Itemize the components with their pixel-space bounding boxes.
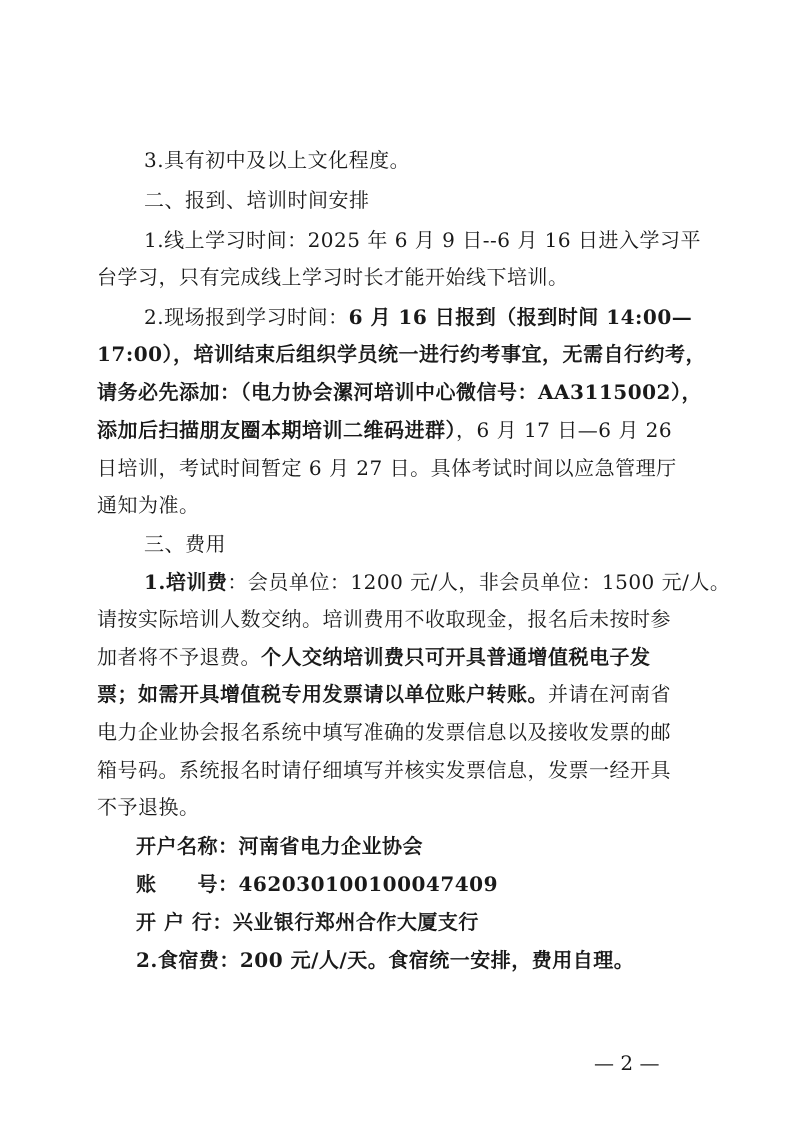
text-run: 3.具有初中及以上文化程度。 (144, 148, 411, 172)
text-run: 通知为准。 (97, 493, 200, 517)
text-run: 2.现场报到学习时间： (144, 305, 349, 329)
text-run-bold: 添加后扫描朋友圈本期培训二维码进群） (97, 418, 456, 442)
paragraph-line (144, 226, 701, 254)
account-bank (136, 908, 479, 936)
text-run-bold: 账 号：462030100100047409 (136, 872, 498, 896)
paragraph-line (97, 340, 706, 368)
text-run: 1.线上学习时间：2025 年 6 月 9 日--6 月 16 日进入学习平 (144, 228, 701, 252)
paragraph-line (97, 416, 672, 444)
text-run-bold: 开 户 行：兴业银行郑州合作大厦支行 (136, 910, 479, 934)
paragraph-line (97, 793, 200, 821)
text-run: 请按实际培训人数交纳。培训费用不收取现金，报名后未按时参 (97, 607, 671, 631)
text-run: 三、费用 (144, 532, 226, 556)
text-run-bold: 票；如需开具增值税专用发票请以单位账户转账。 (97, 682, 548, 706)
text-run-bold: 开户名称：河南省电力企业协会 (136, 834, 423, 858)
paragraph-line (97, 680, 671, 708)
text-run-bold: 1.培训费 (144, 570, 228, 594)
paragraph-line (144, 568, 730, 596)
account-name (136, 832, 423, 860)
paragraph-line (97, 454, 677, 482)
paragraph-line (97, 378, 702, 406)
paragraph-line (144, 303, 692, 331)
text-run: ，6 月 17 日—6 月 26 (456, 418, 673, 442)
section-heading-schedule (144, 186, 370, 214)
text-run-bold: 请务必先添加：（电力协会漯河培训中心微信号：AA3115002）， (97, 380, 702, 404)
paragraph-line (97, 643, 651, 671)
text-run: 二、报到、培训时间安排 (144, 188, 370, 212)
section-heading-fees (144, 530, 226, 558)
text-run: 日培训，考试时间暂定 6 月 27 日。具体考试时间以应急管理厅 (97, 456, 677, 480)
accommodation-fee (136, 946, 634, 974)
text-run-bold: 2.食宿费：200 元/人/天。食宿统一安排，费用自理。 (136, 948, 635, 972)
paragraph-line (97, 756, 671, 784)
page-number: — 2 — (594, 1051, 660, 1075)
text-run-bold: 6 月 16 日报到（报到时间 14:00— (348, 305, 693, 329)
text-run: 加者将不予退费。 (97, 645, 261, 669)
text-run: 台学习，只有完成线上学习时长才能开始线下培训。 (97, 265, 569, 289)
text-run-bold: 17:00），培训结束后组织学员统一进行约考事宜，无需自行约考， (97, 342, 707, 366)
paragraph-line (97, 263, 569, 291)
text-run: 箱号码。系统报名时请仔细填写并核实发票信息，发票一经开具 (97, 758, 671, 782)
text-run: 并请在河南省 (548, 682, 671, 706)
text-run: 不予退换。 (97, 795, 200, 819)
requirement-item-3 (144, 146, 410, 174)
paragraph-line (97, 718, 671, 746)
account-number (136, 870, 498, 898)
paragraph-line (97, 605, 671, 633)
text-run: 电力企业协会报名系统中填写准确的发票信息以及接收发票的邮 (97, 720, 671, 744)
text-run: ：会员单位：1200 元/人，非会员单位：1500 元/人。 (227, 570, 731, 594)
paragraph-line (97, 491, 200, 519)
text-run-bold: 个人交纳培训费只可开具普通增值税电子发 (261, 645, 651, 669)
